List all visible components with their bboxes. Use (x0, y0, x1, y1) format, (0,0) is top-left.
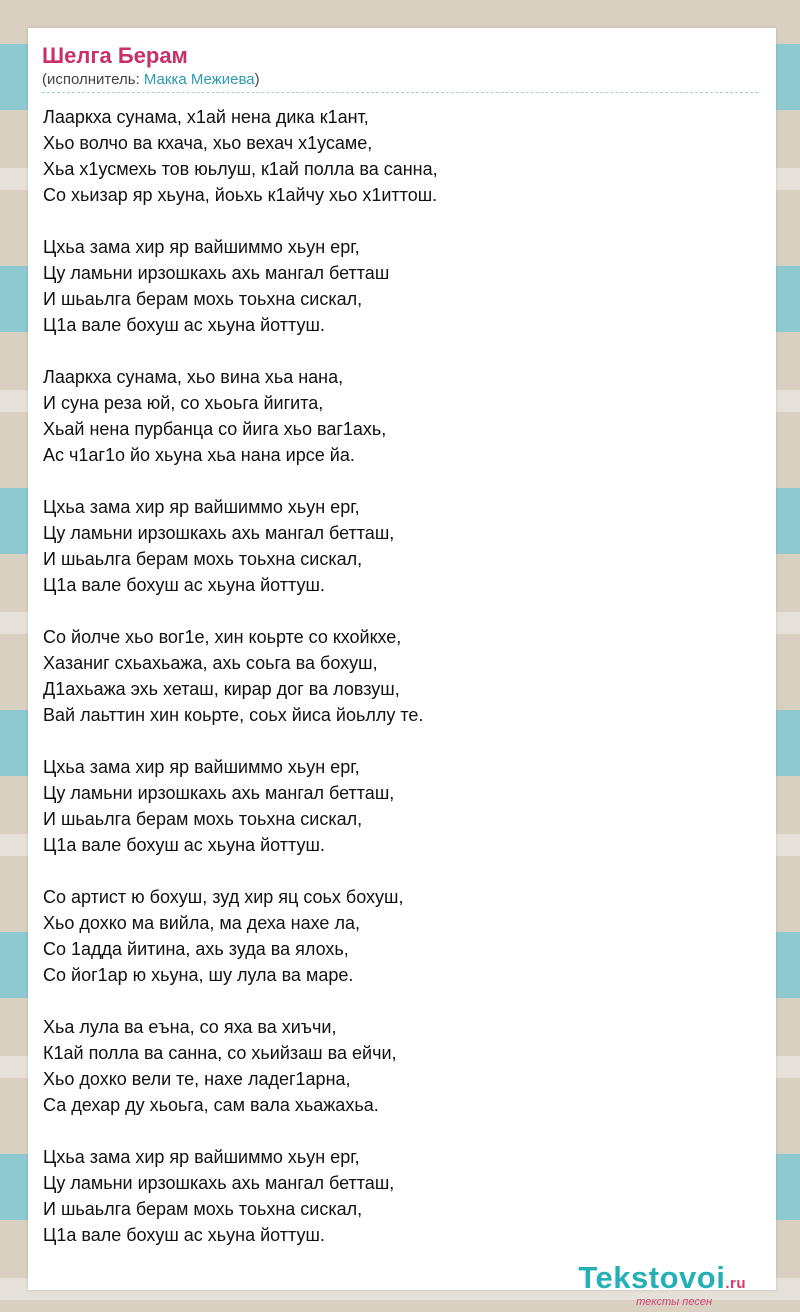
logo-suffix: .ru (725, 1275, 746, 1292)
site-logo[interactable] (578, 1262, 746, 1312)
lyrics-text (43, 104, 743, 1248)
lyrics-stanza (43, 884, 743, 988)
lyric-line: Са дехар ду хьоьга, сам вала хьажахьа. (43, 1095, 379, 1115)
lyric-line: Цу ламьни ирзошкахь ахь мангал бетташ (43, 263, 390, 283)
lyric-line: Ас ч1аг1о йо хьуна хьа нана ирсе йа. (43, 445, 355, 465)
lyric-line: Хьо волчо ва кхача, хьо вехач х1усаме, (43, 133, 373, 153)
lyric-line: И шьаьлга берам мохь тоьхна сискал, (43, 809, 363, 829)
lyric-line: Цхьа зама хир яр вайшиммо хьун ерг, (43, 237, 360, 257)
lyric-line: И шьаьлга берам мохь тоьхна сискал, (43, 549, 363, 569)
lyric-line: Со 1адда йитина, ахь зуда ва ялохь, (43, 939, 349, 959)
lyric-line: И шьаьлга берам мохь тоьхна сискал, (43, 289, 363, 309)
lyrics-stanza (43, 494, 743, 598)
artist-suffix: ) (254, 71, 260, 88)
lyric-line: К1ай полла ва санна, со хьийзаш ва ейчи, (43, 1043, 397, 1063)
header-divider (42, 92, 758, 93)
lyric-line: Цхьа зама хир яр вайшиммо хьун ерг, (43, 1147, 360, 1167)
lyric-line: Хьа лула ва еъна, со яха ва хиъчи, (43, 1017, 337, 1037)
lyric-line: Со артист ю бохуш, зуд хир яц соьх бохуш, (43, 887, 404, 907)
logo-tagline: тексты песен (636, 1296, 712, 1308)
lyric-line: И суна реза юй, со хьоьга йигита, (43, 393, 324, 413)
lyrics-stanza (43, 364, 743, 468)
lyric-line: Ц1а вале бохуш ас хьуна йоттуш. (43, 1225, 325, 1245)
lyric-line: Со йог1ар ю хьуна, шу лула ва маре. (43, 965, 354, 985)
lyric-line: Хьа х1усмехь тов юьлуш, к1ай полла ва санна, (43, 159, 438, 179)
song-header (42, 42, 758, 90)
lyric-line: Лааркха сунама, хьо вина хьа нана, (43, 367, 344, 387)
lyric-line: Со йолче хьо вог1е, хин коьрте со кхойкхе, (43, 627, 402, 647)
lyrics-stanza (43, 1144, 743, 1248)
lyrics-stanza (43, 624, 743, 728)
lyric-line: Хьо дохко ма вийла, ма деха нахе ла, (43, 913, 360, 933)
lyric-line: Д1ахьажа эхь хеташ, кирар дог ва ловзуш, (43, 679, 400, 699)
lyric-line: Цу ламьни ирзошкахь ахь мангал бетташ, (43, 523, 395, 543)
artist-link[interactable]: Макка Межиева (143, 71, 255, 88)
lyrics-card (28, 28, 776, 1308)
artist-prefix: (исполнитель: (42, 71, 144, 88)
song-title: Шелга Берам (42, 43, 188, 68)
lyric-line: Со хьизар яр хьуна, йоьхь к1айчу хьо х1иттош. (43, 185, 438, 205)
lyrics-stanza (43, 234, 743, 338)
logo-text: Tekstovoi (578, 1260, 726, 1295)
lyric-line: Ц1а вале бохуш ас хьуна йоттуш. (43, 835, 325, 855)
lyric-line: Хьо дохко вели те, нахе ладег1арна, (43, 1069, 351, 1089)
lyrics-stanza (43, 1014, 743, 1118)
lyrics-stanza (43, 104, 743, 208)
lyric-line: Ц1а вале бохуш ас хьуна йоттуш. (43, 315, 325, 335)
lyric-line: Вай лаьттин хин коьрте, соьх йиса йоьллу те. (43, 705, 424, 725)
lyric-line: Лааркха сунама, х1ай нена дика к1ант, (43, 107, 369, 127)
lyric-line: Ц1а вале бохуш ас хьуна йоттуш. (43, 575, 325, 595)
lyric-line: Цу ламьни ирзошкахь ахь мангал бетташ, (43, 783, 395, 803)
lyric-line: Цу ламьни ирзошкахь ахь мангал бетташ, (43, 1173, 395, 1193)
lyric-line: Хазаниг схьахьажа, ахь соьга ва бохуш, (43, 653, 378, 673)
lyric-line: Цхьа зама хир яр вайшиммо хьун ерг, (43, 757, 360, 777)
artist-line (42, 70, 758, 90)
lyrics-stanza (43, 754, 743, 858)
lyric-line: И шьаьлга берам мохь тоьхна сискал, (43, 1199, 363, 1219)
lyric-line: Хьай нена пурбанца со йига хьо ваг1ахь, (43, 419, 387, 439)
lyric-line: Цхьа зама хир яр вайшиммо хьун ерг, (43, 497, 360, 517)
